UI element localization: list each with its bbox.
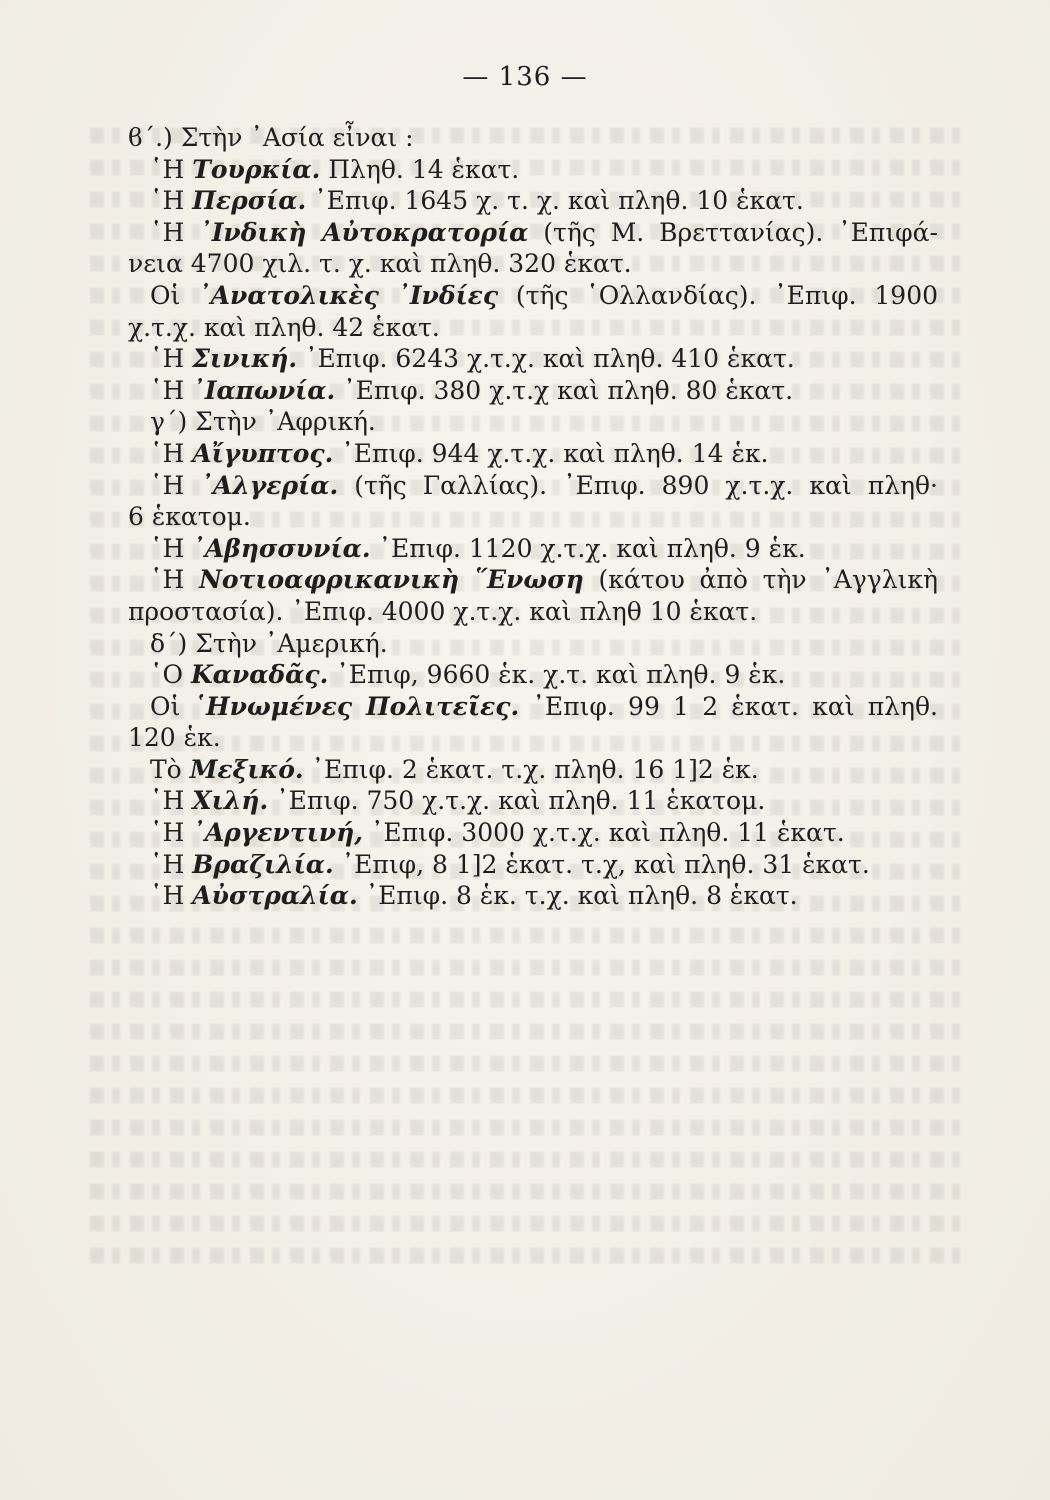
text-span: ᾽Επιφ. 1120 χ.τ.χ. καὶ πληθ. 9 ἑκ. [370, 533, 806, 563]
text-line [128, 849, 938, 881]
bleed-through-line [90, 1248, 970, 1264]
text-span: χ.τ.χ. καὶ πληθ. 42 ἑκατ. [128, 312, 440, 342]
bleed-through-line [90, 1184, 970, 1200]
text-span: ᾽Επιφ. 1645 χ. τ. χ. καὶ πληθ. 10 ἑκατ. [306, 186, 804, 216]
text-span: 120 ἑκ. [128, 723, 221, 753]
text-line [128, 659, 938, 691]
text-line [128, 691, 938, 723]
text-line [128, 564, 938, 596]
text-span: (τῆς ῾Ολλανδίας). ᾽Επιφ. 1900 [498, 280, 939, 310]
italic-place-name: Νοτιοαφρικανικὴ ῞Ενωση [199, 565, 584, 595]
text-span: ῾Η [150, 470, 201, 500]
bleed-through-line [90, 960, 970, 976]
text-line [128, 438, 938, 470]
text-line [128, 122, 938, 154]
text-span: προστασία). ᾽Επιφ. 4000 χ.τ.χ. καὶ πληθ 10 ἑκατ. [128, 596, 758, 626]
text-line [128, 533, 938, 565]
text-span: (τῆς Μ. Βρεττανίας). ᾽Επιφά- [528, 217, 938, 247]
text-span: Οἱ [150, 280, 199, 310]
text-line [128, 343, 938, 375]
text-span: Τὸ [150, 754, 190, 784]
text-span: (κάτου ἀπὸ τὴν ᾽Αγγλικὴ [583, 565, 938, 595]
italic-place-name: ᾽Ανατολικὲς ᾽Ινδίες [198, 280, 499, 310]
text-line [128, 785, 938, 817]
text-span: ᾽Επιφ. 6243 χ.τ.χ. καὶ πληθ. 410 ἑκατ. [297, 344, 795, 374]
text-span: ῾Η [150, 344, 193, 374]
text-span: ᾽Επιφ. 750 χ.τ.χ. καὶ πληθ. 11 ἑκατομ. [268, 786, 766, 816]
text-span: ᾽Επιφ. 944 χ.τ.χ. καὶ πληθ. 14 ἑκ. [333, 438, 769, 468]
text-span: ᾽Επιφ. 8 ἑκ. τ.χ. καὶ πληθ. 8 ἑκατ. [357, 881, 798, 911]
text-line [128, 375, 938, 407]
text-line [128, 817, 938, 849]
italic-place-name: ᾽Ινδικὴ Αὐτοκρατορία [199, 217, 529, 247]
text-line [128, 185, 938, 217]
text-span: ᾽Επιφ. 380 χ.τ.χ καὶ πληθ. 80 ἑκατ. [335, 375, 794, 405]
italic-place-name: ᾽Αβησσυνία. [192, 533, 371, 563]
text-line [128, 280, 938, 312]
text-line [128, 312, 938, 344]
text-span: ᾽Επιφ. 99 1 2 ἑκατ. καὶ πληθ. [519, 691, 938, 721]
bleed-through-line [90, 1120, 970, 1136]
text-line [128, 880, 938, 912]
text-span: ῾Η [150, 533, 193, 563]
italic-place-name: ῾Ηνωμένες Πολιτεῖες. [193, 691, 520, 721]
text-span: ᾽Επιφ. 3000 χ.τ.χ. καὶ πληθ. 11 ἑκατ. [362, 818, 845, 848]
italic-place-name: ᾽Ιαπωνία. [192, 375, 336, 405]
text-line [128, 596, 938, 628]
text-span: ῾Η [150, 186, 193, 216]
italic-place-name: Αἴγυπτος. [192, 438, 334, 468]
bleed-through-line [90, 1216, 970, 1232]
text-span: ϐ΄.) Στὴν ᾽Ασία εἶναι : [128, 123, 414, 152]
text-span: ῾Η [150, 217, 200, 247]
text-span: ῾Η [150, 786, 193, 816]
text-span: Οἱ [150, 691, 194, 721]
text-span: ᾽Επιφ, 8 1]2 ἑκατ. τ.χ, καὶ πληθ. 31 ἑκατ. [333, 849, 870, 879]
text-span: ῾Η [150, 818, 193, 848]
text-span: ῾Η [150, 154, 193, 184]
bleed-through-line [90, 1056, 970, 1072]
italic-place-name: Χιλή. [192, 786, 269, 816]
text-span: δ΄) Στὴν ᾽Αμερική. [150, 628, 388, 658]
bleed-through-line [90, 992, 970, 1008]
bleed-through-line [90, 928, 970, 944]
bleed-through-line [90, 1024, 970, 1040]
italic-place-name: Περσία. [192, 186, 307, 216]
page-number: — 136 — [462, 62, 588, 92]
bleed-through-line [90, 1088, 970, 1104]
text-span: ῾Η [150, 375, 193, 405]
text-span: νεια 4700 χιλ. τ. χ. καὶ πληθ. 320 ἑκατ. [128, 249, 632, 279]
text-line [128, 154, 938, 186]
italic-place-name: Μεξικό. [189, 754, 304, 784]
text-span: (τῆς Γαλλίας). ᾽Επιφ. 890 χ.τ.χ. καὶ πληθ· [338, 470, 939, 500]
text-line [128, 406, 938, 438]
text-span: ῾Η [150, 438, 193, 468]
body-text [128, 122, 938, 912]
italic-place-name: Καναδᾶς. [190, 660, 329, 690]
text-span: ᾽Επιφ, 9660 ἑκ. χ.τ. καὶ πληθ. 9 ἑκ. [328, 660, 786, 690]
text-line [128, 217, 938, 249]
text-line [128, 628, 938, 660]
text-span: ῾Η [150, 849, 193, 879]
text-line [128, 248, 938, 280]
text-line [128, 470, 938, 502]
text-span: γ΄) Στὴν ᾽Αφρική. [150, 407, 376, 437]
bleed-through-line [90, 1152, 970, 1168]
italic-place-name: Βραζιλία. [192, 849, 334, 879]
italic-place-name: ᾽Αργεντινή, [192, 818, 363, 848]
italic-place-name: Σινική. [192, 344, 298, 374]
text-line [128, 754, 938, 786]
italic-place-name: Αὐστραλία. [192, 881, 358, 911]
text-span: ῾Η [150, 565, 199, 595]
text-span: ᾽Επιφ. 2 ἑκατ. τ.χ. πληθ. 16 1]2 ἑκ. [303, 754, 759, 784]
text-span: Πληθ. 14 ἑκατ. [320, 154, 520, 184]
text-span: 6 ἑκατομ. [128, 502, 251, 532]
italic-place-name: Τουρκία. [192, 154, 321, 184]
text-line [128, 722, 938, 754]
text-line [128, 501, 938, 533]
text-span: ῾Η [150, 881, 193, 911]
text-span: ῾Ο [150, 660, 191, 690]
italic-place-name: ᾽Αλγερία. [200, 470, 339, 500]
